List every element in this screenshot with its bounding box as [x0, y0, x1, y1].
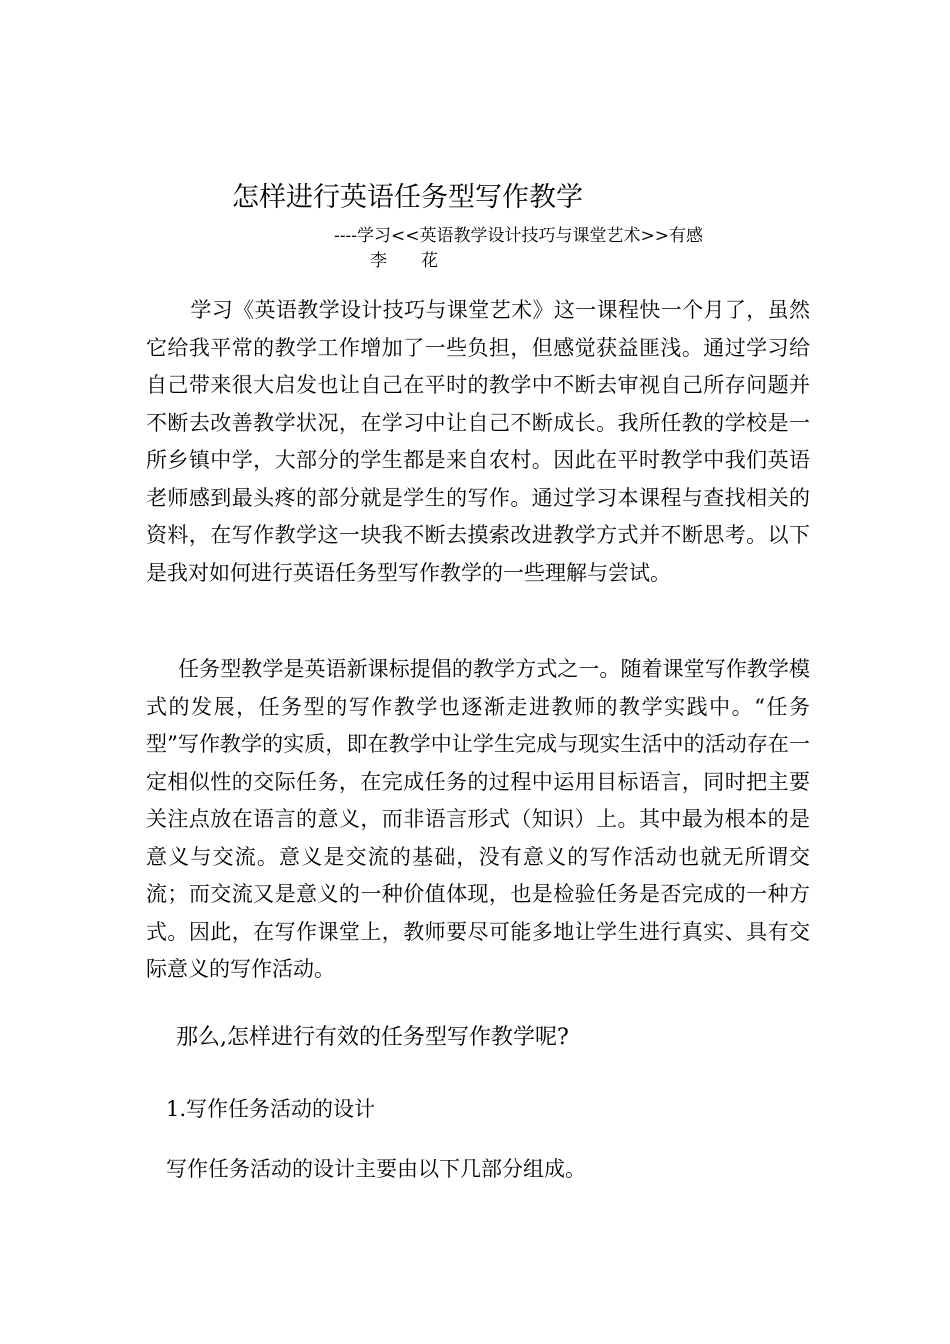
paragraph-task-based-teaching-text: 任务型教学是英语新课标提倡的教学方式之一。随着课堂写作教学模式的发展，任务型的写作教学也逐渐走进教师的教学实践中。“任务型”写作教学的实质，即在教学中让学生完成与现实生活中的活动存在一定相似性的交际任务，在完成任务的过程中运用目标语言，同时把主要关注点放在语言的意义，而非语言形式（知识）上。其中最为根本的是意义与交流。意义是交流的基础，没有意义的写作活动也就无所谓交流；而交流又是意义的一种价值体现，也是检验任务是否完成的一种方式。因此，在写作课堂上，教师要尽可能多地让学生进行真实、具有交际意义的写作活动。	[146, 657, 810, 981]
paragraph-intro-text: 学习《英语教学设计技巧与课堂艺术》这一课程快一个月了，虽然它给我平常的教学工作增加了一些负担，但感觉获益匪浅。通过学习给自己带来很大启发也让自己在平时的教学中不断去审视自己所存问题并不断去改善教学状况，在学习中让自己不断成长。我所任教的学校是一所乡镇中学，大部分的学生都是来自农村。因此在平时教学中我们英语老师感到最头疼的部分就是学生的写作。通过学习本课程与查找相关的资料，在写作教学这一块我不断去摸索改进教学方式并不断思考。以下是我对如何进行英语任务型写作教学的一些理解与尝试。	[146, 298, 810, 585]
section-heading: 1.写作任务活动的设计	[166, 1097, 376, 1121]
question-heading: 那么,怎样进行有效的任务型写作教学呢?	[176, 1025, 569, 1050]
document-title: 怎样进行英语任务型写作教学	[232, 182, 583, 213]
document-author: 李 花	[370, 251, 438, 271]
document-subtitle: ----学习<<英语教学设计技巧与课堂艺术>>有感	[334, 226, 703, 246]
paragraph-intro	[146, 292, 810, 592]
section-text: 写作任务活动的设计主要由以下几部分组成。	[166, 1157, 586, 1181]
paragraph-task-based-teaching	[146, 651, 810, 989]
